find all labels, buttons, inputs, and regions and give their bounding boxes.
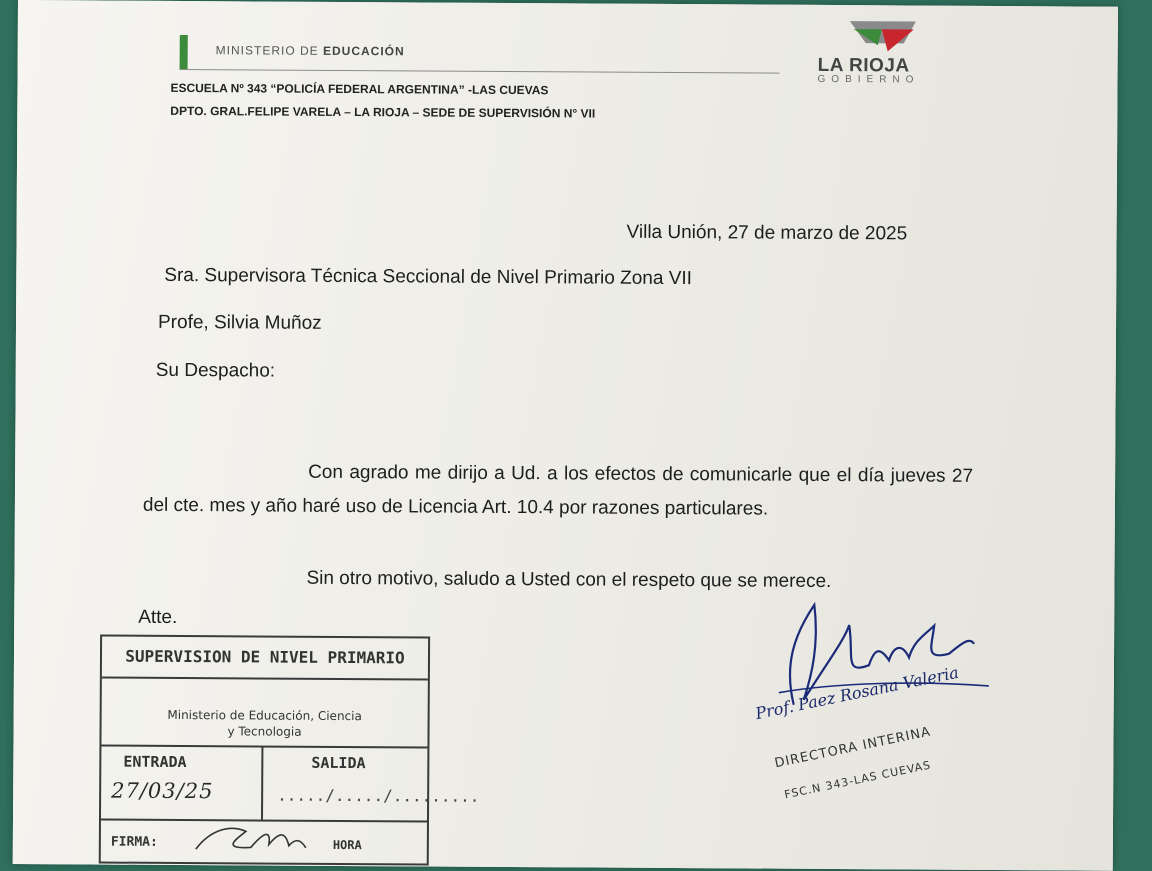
ministry-prefix: MINISTERIO DE [215, 43, 324, 58]
stamp-grid [101, 745, 480, 823]
stamp-salida-label: SALIDA [311, 753, 366, 773]
recipient-office: Su Despacho: [155, 359, 276, 382]
stamp-divider [261, 748, 263, 820]
stamp-ministry-line1: Ministerio de Educación, Ciencia [167, 707, 362, 724]
recipient-name: Profe, Silvia Muñoz [157, 311, 322, 334]
stamp-entrada-date: 27/03/25 [111, 778, 214, 804]
school-department: DPTO. GRAL.FELIPE VARELA – LA RIOJA – SEDE DE SUPERVISIÓN N° VII [170, 103, 596, 121]
letterhead-green-bar [180, 35, 188, 69]
reception-stamp [99, 635, 480, 866]
stamp-hora-label: HORA [332, 837, 362, 853]
logo-title: LA RIOJA [817, 54, 910, 77]
stamp-signature-scribble [191, 819, 311, 860]
letter-body-paragraph: Con agrado me dirijo a Ud. a los efectos de comunicarle que el día jueves 27 del cte. mes y año haré uso de Licencia Art. 10.4 por razones particulares. [142, 461, 974, 520]
letterhead-rule [180, 69, 780, 74]
atte-line: Atte. [138, 606, 178, 628]
stamp-ministry-line2: y Tecnologia [227, 724, 302, 739]
ministry-bold: EDUCACIÓN [322, 43, 405, 59]
director-handwritten-name: Prof. Paez Rosana Valeria [753, 662, 961, 724]
school-name: ESCUELA Nº 343 “POLICÍA FEDERAL ARGENTINA” -LAS CUEVAS [170, 80, 549, 98]
director-school: FSC.N 343-LAS CUEVAS [783, 758, 933, 802]
stamp-salida-date: ...../...../......... [277, 785, 480, 806]
recipient-title: Sra. Supervisora Técnica Seccional de Nivel Primario Zona VII [164, 264, 693, 290]
director-title: DIRECTORA INTERINA [773, 724, 933, 772]
ministry-name [216, 43, 405, 58]
stamp-entrada-label: ENTRADA [123, 752, 187, 772]
closing-line: Sin otro motivo, saludo a Usted con el respeto que se merece. [306, 567, 832, 592]
stamp-title: SUPERVISION DE NIVEL PRIMARIO [102, 637, 428, 681]
letter-paper [13, 0, 1118, 871]
stamp-firma-label: FIRMA: [110, 834, 158, 850]
logo-subtitle: GOBIERNO [817, 73, 920, 86]
date-line: Villa Unión, 27 de marzo de 2025 [626, 221, 908, 245]
stamp-ministry [101, 707, 427, 741]
